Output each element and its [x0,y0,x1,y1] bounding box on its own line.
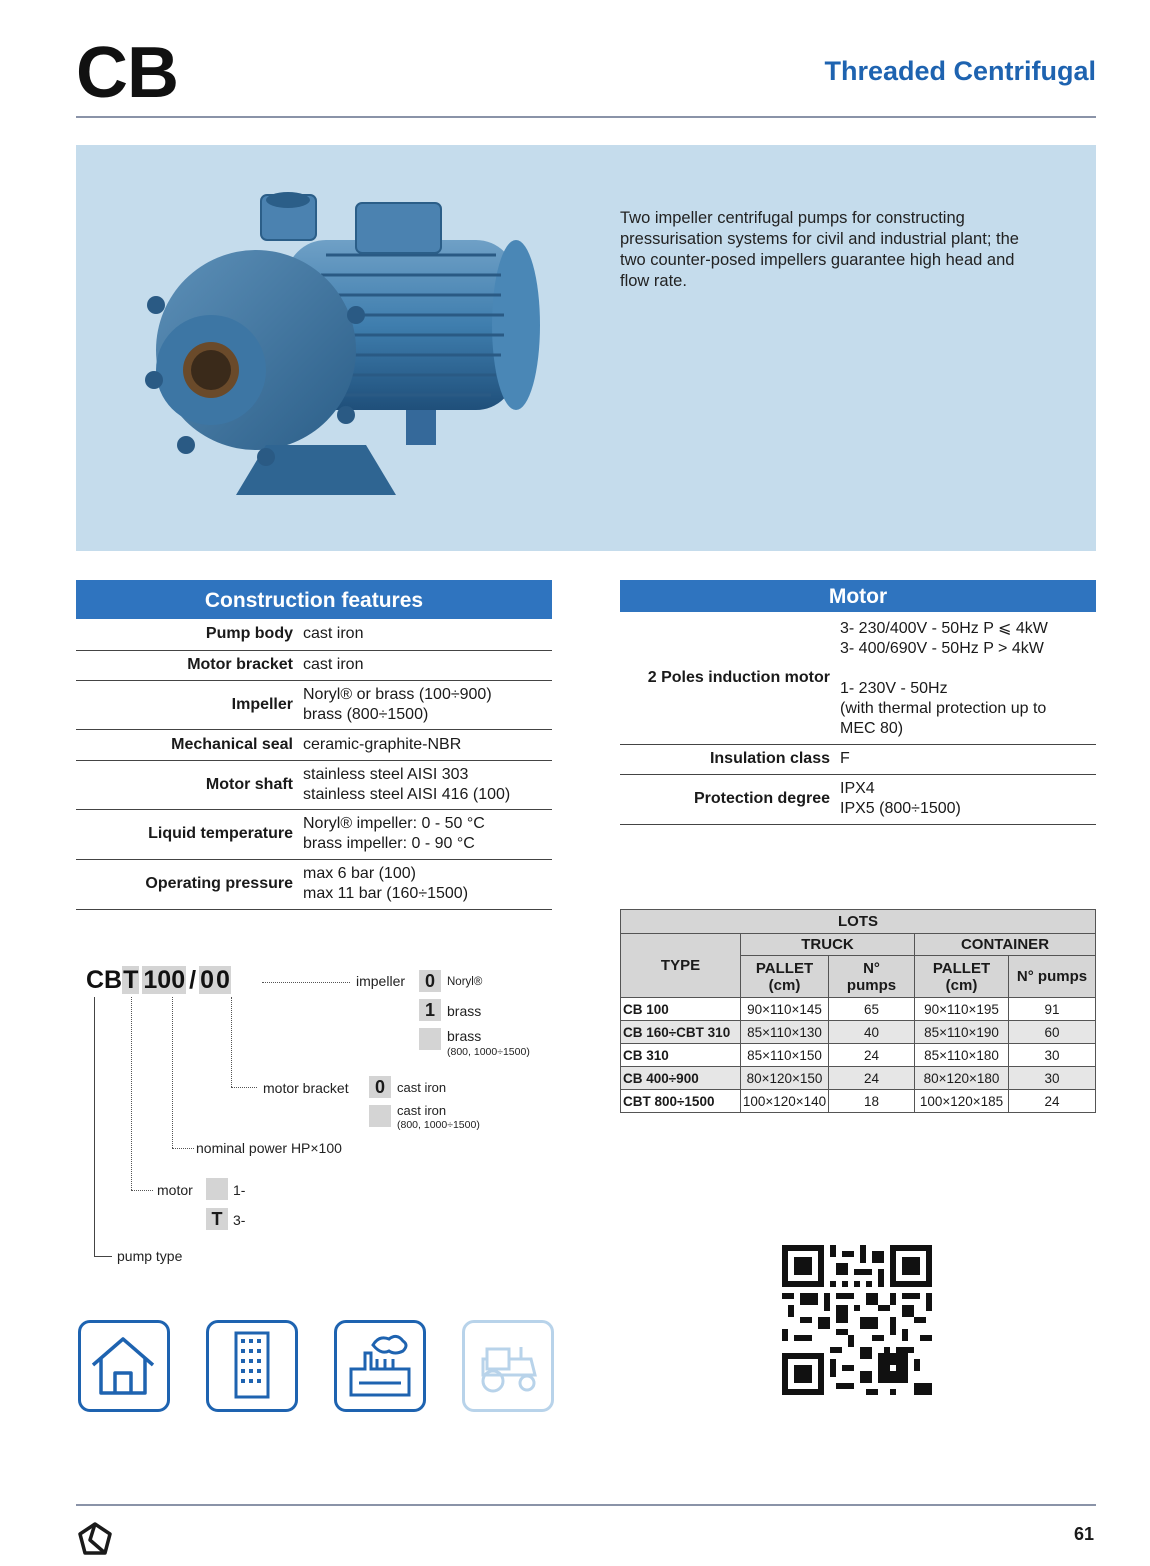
leader-line [94,997,95,1256]
impeller-option-box [419,1028,441,1050]
power-label: nominal power HP×100 [196,1140,342,1156]
page-subtitle: Threaded Centrifugal [824,56,1096,86]
table-row [621,1067,1096,1090]
code-bracket: 0 [200,966,214,994]
impeller-option-box: 1 [419,999,441,1021]
row-value: brass impeller: 0 - 90 °C [303,835,475,852]
impeller-label: impeller [356,973,406,989]
table-row [620,774,1096,824]
construction-features-heading: Construction features [76,580,552,619]
construction-features-table [76,619,552,910]
motor-option-box: T [206,1208,228,1230]
lots-cell: 100×120×140 [741,1090,829,1113]
lots-cell: 85×110×150 [741,1044,829,1067]
lots-cell: 91 [1009,998,1096,1021]
table-row [620,612,1096,744]
pallet-unit: (cm) [768,976,801,994]
table-row [621,1021,1096,1044]
npumps-container-header: N° pumps [1009,956,1096,998]
row-label: Motor shaft [76,760,303,809]
row-value: stainless steel AISI 416 (100) [303,785,511,803]
table-row [76,809,552,859]
impeller-option-box: 0 [419,970,441,992]
table-row [76,619,552,650]
bracket-option-box [369,1105,391,1127]
lots-cell: 18 [829,1090,915,1113]
row-label: Protection degree [620,774,840,824]
motor-heading: Motor [620,580,1096,612]
tractor-icon [462,1320,554,1412]
house-icon [78,1320,170,1412]
row-label: Mechanical seal [76,729,303,760]
lots-cell: CB 400÷900 [621,1067,741,1090]
truck-header: TRUCK [741,934,915,956]
bracket-option-note: (800, 1000÷1500) [397,1119,480,1131]
row-value: 3- 400/690V - 50Hz P > 4kW [840,639,1044,657]
row-value: max 6 bar (100) [303,865,416,882]
bracket-option-box: 0 [369,1076,391,1098]
row-value: brass (800÷1500) [303,705,429,723]
row-value: stainless steel AISI 303 [303,765,469,783]
bracket-option-text: cast iron [397,1080,447,1095]
lots-cell: 90×110×145 [741,998,829,1021]
row-label: Motor bracket [76,650,303,680]
leader-line [172,997,173,1148]
lots-cell: 24 [829,1067,915,1090]
lots-cell: 90×110×195 [915,998,1009,1021]
row-value: max 11 bar (160÷1500) [303,885,469,902]
row-value: MEC 80) [840,719,904,737]
code-slash: / [189,966,197,994]
pallet-header: PALLET [755,959,814,977]
lots-cell: CBT 800÷1500 [621,1090,741,1113]
lots-title: LOTS [621,910,1096,934]
motor-option-text: 1- [233,1182,246,1198]
lots-cell: 24 [1009,1090,1096,1113]
lots-cell: 30 [1009,1067,1096,1090]
table-row [621,998,1096,1021]
leader-line [94,1256,112,1257]
lots-cell: 85×110×130 [741,1021,829,1044]
row-value: IPX5 (800÷1500) [840,800,961,817]
motor-table [620,612,1096,825]
lots-cell: CB 160÷CBT 310 [621,1021,741,1044]
factory-icon [334,1320,426,1412]
table-row [620,744,1096,774]
motor-option-box [206,1178,228,1200]
impeller-option-note: (800, 1000÷1500) [447,1046,530,1058]
row-value: (with thermal protection up to [840,699,1047,717]
row-value: cast iron [303,656,364,673]
row-value: Noryl® or brass (100÷900) [303,685,492,703]
lots-cell: 65 [829,998,915,1021]
row-value: 3- 230/400V - 50Hz P ⩽ 4kW [840,619,1048,637]
leader-line [131,1190,153,1191]
building-icon [206,1320,298,1412]
brand-logo-icon [76,1520,114,1558]
leader-line [262,982,350,983]
hero-panel [76,145,1096,551]
lots-cell: 40 [829,1021,915,1044]
table-row [76,680,552,729]
lots-cell: 80×120×180 [915,1067,1009,1090]
page-number: 61 [1073,1524,1094,1544]
npumps-header-2: pumps [846,976,897,994]
table-row [76,729,552,760]
motor-label: motor [157,1182,193,1198]
pump-image [116,145,596,551]
row-value: cast iron [303,625,364,643]
code-impeller: 0 [215,966,230,994]
qr-code [782,1245,932,1395]
pallet-header: PALLET [932,959,991,977]
lots-table [620,909,1096,1113]
lots-cell: CB 100 [621,998,741,1021]
code-series: CB [86,966,123,994]
row-value: Noryl® impeller: 0 - 50 °C [303,815,485,832]
leader-line [131,997,132,1190]
row-value: 1- 230V - 50Hz [840,679,948,697]
impeller-option-text: Noryl® [447,976,483,988]
leader-line [231,1087,257,1088]
row-label: Impeller [76,680,303,729]
row-label: Operating pressure [76,859,303,909]
row-value: F [840,750,850,767]
lots-cell: 85×110×190 [915,1021,1009,1044]
impeller-option-text: brass [447,1003,482,1019]
code-power: 100 [143,966,186,994]
row-label: 2 Poles induction motor [620,612,840,744]
product-description: Two impeller centrifugal pumps for constructing pressurisation systems for civil and industrial plant; the two counter-posed impellers guarantee high head and flow rate. [620,209,1019,290]
table-row [76,650,552,680]
pallet-unit: (cm) [945,976,978,994]
container-header: CONTAINER [915,934,1096,956]
table-row [621,1090,1096,1113]
bracket-option-text: cast iron [397,1103,447,1118]
lots-cell: 24 [829,1044,915,1067]
lots-cell: 100×120×185 [915,1090,1009,1113]
row-label: Pump body [76,619,303,650]
bottom-divider [76,1504,1096,1506]
row-label: Insulation class [620,744,840,774]
page-title: CB [76,33,178,113]
npumps-header: N° [863,959,880,977]
type-header: TYPE [621,934,741,998]
lots-cell: 30 [1009,1044,1096,1067]
lots-cell: 60 [1009,1021,1096,1044]
impeller-option-text: brass [447,1028,482,1044]
top-divider [76,116,1096,118]
table-row [76,760,552,809]
lots-cell: 80×120×150 [741,1067,829,1090]
model-code [86,966,231,995]
pump-type-label: pump type [117,1248,183,1264]
lots-cell: 85×110×180 [915,1044,1009,1067]
row-label: Liquid temperature [76,809,303,859]
table-row [76,859,552,909]
motor-option-text: 3- [233,1212,246,1228]
leader-line [231,997,232,1087]
row-value: ceramic-graphite-NBR [303,735,462,753]
lots-cell: CB 310 [621,1044,741,1067]
leader-line [172,1148,194,1149]
table-row [621,1044,1096,1067]
code-motor: T [123,966,139,994]
row-value: IPX4 [840,780,875,797]
bracket-label: motor bracket [263,1080,349,1096]
